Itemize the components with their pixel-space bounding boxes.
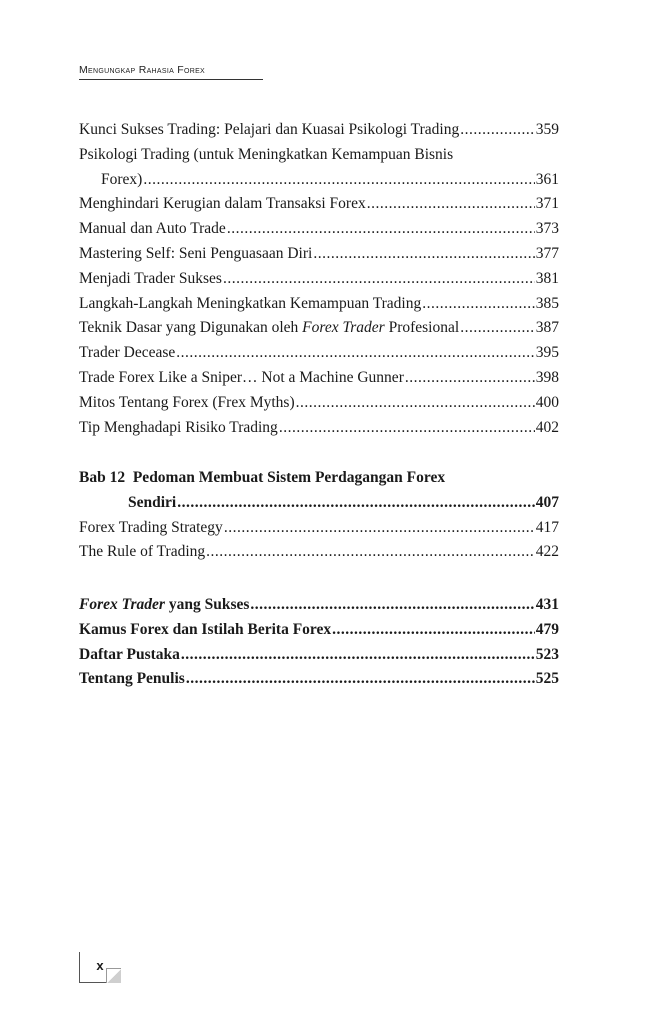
toc-entry-title: Menghindari Kerugian dalam Transaksi Forex [79, 195, 366, 213]
toc-entry-title [79, 316, 459, 341]
toc-entry-page: 395 [535, 344, 559, 362]
running-title: Mengungkap Rahasia Forex [79, 64, 206, 76]
title-prefix: Teknik Dasar yang Digunakan oleh [79, 319, 303, 337]
toc-section-1 [79, 118, 559, 440]
leader-dots [206, 540, 535, 565]
toc-entry[interactable] [79, 118, 559, 143]
leader-dots [422, 292, 535, 317]
toc-entry-page: 387 [535, 319, 559, 337]
leader-dots [460, 118, 535, 143]
toc-entry-title-line1[interactable]: Psikologi Trading (untuk Meningkatkan Kemampuan Bisnis [79, 145, 454, 163]
toc-entry-title: Mastering Self: Seni Penguasaan Diri [79, 244, 313, 262]
toc-entry[interactable] [79, 618, 559, 643]
toc-chapter-12 [79, 466, 559, 565]
leader-dots [227, 217, 535, 242]
toc-entry[interactable] [79, 366, 559, 391]
toc-entry-title: Kamus Forex dan Istilah Berita Forex [79, 620, 332, 638]
toc-backmatter [79, 593, 559, 692]
chapter-title-line1: Pedoman Membuat Sistem Perdagangan Forex [132, 469, 446, 486]
toc-entry-title: Forex Trading Strategy [79, 518, 223, 536]
toc-entry[interactable] [79, 316, 559, 341]
toc-entry[interactable] [79, 540, 559, 565]
toc-entry-title: Menjadi Trader Sukses [79, 269, 222, 287]
toc-entry-title: Daftar Pustaka [79, 645, 180, 663]
toc-entry-page: 479 [535, 620, 559, 638]
toc-entry[interactable] [79, 168, 559, 193]
chapter-heading-line1[interactable] [79, 466, 559, 491]
toc-entry-page: 523 [535, 645, 559, 663]
title-italic: Forex Trader [79, 596, 165, 613]
title-italic: Forex Trader [302, 319, 385, 337]
toc-entry[interactable] [79, 267, 559, 292]
toc-entry-page: 377 [535, 244, 559, 262]
toc-entry[interactable] [79, 192, 559, 217]
toc-entry-page: 422 [535, 543, 559, 561]
leader-dots [296, 391, 535, 416]
toc-entry-title: Trade Forex Like a Sniper… Not a Machine Gunner [79, 368, 404, 386]
toc-entry[interactable] [79, 341, 559, 366]
toc-entry-title: Mitos Tentang Forex (Frex Myths) [79, 393, 295, 411]
toc-entry-page: 373 [535, 220, 559, 238]
leader-dots [186, 667, 535, 692]
toc-entry[interactable] [79, 242, 559, 267]
leader-dots [177, 491, 535, 516]
chapter-label: Bab 12 [79, 469, 126, 486]
chapter-title-line2: Sendiri [128, 493, 177, 511]
toc-entry[interactable] [79, 643, 559, 668]
toc-entry-title: Langkah-Langkah Meningkatkan Kemampuan Trading [79, 294, 422, 312]
leader-dots [460, 316, 535, 341]
title-suffix: Profesional [384, 319, 460, 337]
toc-entry-title: The Rule of Trading [79, 543, 206, 561]
leader-dots [332, 618, 535, 643]
page-curl-icon [106, 968, 121, 983]
toc-entry-page: 371 [535, 195, 559, 213]
toc-entry-title: Trader Decease [79, 344, 176, 362]
toc-entry[interactable] [79, 667, 559, 692]
toc-entry[interactable] [79, 593, 559, 618]
leader-dots [313, 242, 534, 267]
running-header [79, 64, 263, 80]
leader-dots [176, 341, 534, 366]
toc-entry[interactable] [79, 217, 559, 242]
toc-entry-page: 431 [535, 596, 559, 613]
toc-entry-page: 402 [535, 418, 559, 436]
toc-entry-page: 398 [535, 368, 559, 386]
toc-entry-page: 525 [535, 670, 559, 688]
toc-entry-page: 400 [535, 393, 559, 411]
page-number: x [96, 958, 104, 973]
page-number-box [79, 952, 120, 983]
chapter-heading-line2[interactable] [79, 491, 559, 516]
toc-entry-page: 417 [535, 518, 559, 536]
toc-entry-page: 385 [535, 294, 559, 312]
leader-dots [279, 416, 535, 441]
toc-entry-page: 381 [535, 269, 559, 287]
leader-dots [250, 593, 534, 618]
toc-entry[interactable] [79, 416, 559, 441]
leader-dots [223, 267, 535, 292]
toc-entry-title: Tentang Penulis [79, 670, 185, 688]
leader-dots [224, 516, 535, 541]
toc-entry-page: 359 [535, 121, 559, 138]
toc-entry-page: 361 [535, 170, 559, 188]
toc-entry[interactable] [79, 292, 559, 317]
toc-entry-title: Manual dan Auto Trade [79, 220, 226, 238]
leader-dots [367, 192, 535, 217]
toc-entry[interactable] [79, 516, 559, 541]
toc-entry-title [79, 593, 249, 618]
leader-dots [405, 366, 535, 391]
toc-entry[interactable] [79, 391, 559, 416]
toc-entry-title: Tip Menghadapi Risiko Trading [79, 418, 278, 436]
title-suffix: yang Sukses [164, 596, 250, 613]
toc-entry-title-line2: Forex) [101, 170, 143, 188]
leader-dots [143, 168, 534, 193]
toc-entry-title: Kunci Sukses Trading: Pelajari dan Kuasai Psikologi Trading [79, 121, 460, 138]
chapter-page: 407 [535, 493, 559, 511]
leader-dots [181, 643, 535, 668]
